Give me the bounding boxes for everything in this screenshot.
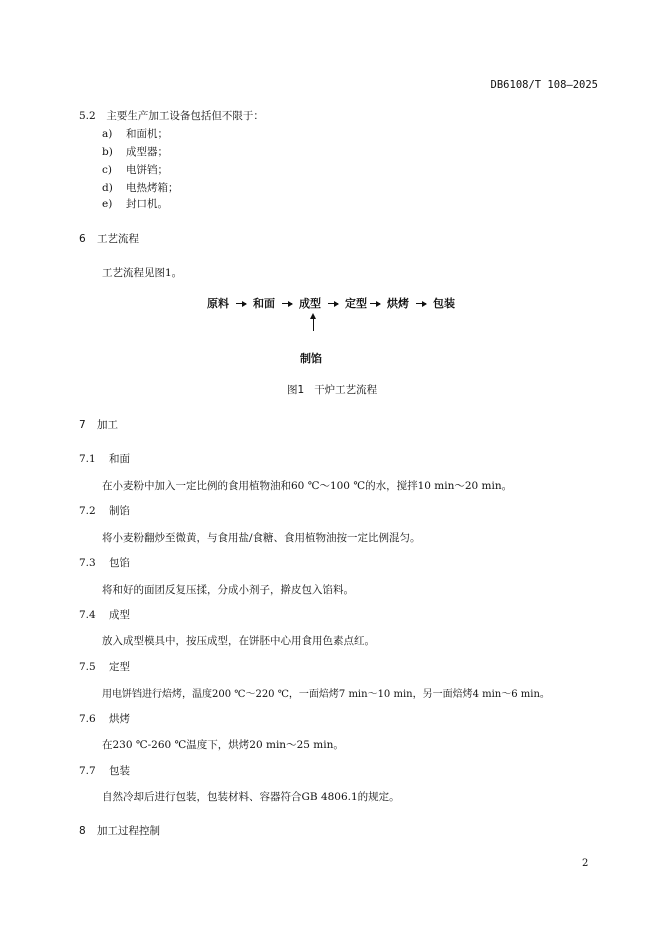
section-number: 7.5 [79,661,96,673]
subsection-heading [79,451,130,466]
subsection-heading [79,711,130,726]
section-number: 5.2 [79,110,96,122]
section-title: 包馅 [109,557,130,569]
figure-title: 干炉工艺流程 [314,384,378,396]
arrow-right-icon [282,303,292,304]
subsection-heading [79,659,130,674]
list-item [102,162,168,177]
flow-step: 烘烤 [387,297,409,310]
flow-step: 成型 [299,297,321,310]
document-code: DB6108/T 108—2025 [490,79,598,91]
list-label: d) [102,182,113,194]
section-6-heading [79,231,139,246]
section-number: 7.6 [79,713,96,725]
list-item [102,126,168,141]
list-text: 和面机； [126,128,168,140]
section-title: 定型 [109,661,130,673]
list-text: 电饼铛； [126,164,168,176]
section-number: 7.7 [79,765,96,777]
list-text: 成型器； [126,146,168,158]
section-title: 成型 [109,609,130,621]
flow-step: 和面 [253,297,275,310]
section-text: 主要生产加工设备包括但不限于： [106,110,264,122]
section-title: 加工过程控制 [97,825,160,837]
section-number: 7.4 [79,609,96,621]
section-title: 制馅 [109,505,130,517]
paragraph: 放入成型模具中，按压成型，在饼胚中心用食用色素点红。 [102,635,375,647]
paragraph: 将和好的面团反复压揉，分成小剂子，擀皮包入馅料。 [102,584,354,596]
subsection-heading [79,763,130,778]
list-label: b) [102,146,113,158]
flow-side-input: 制馅 [300,352,322,365]
list-label: a) [102,128,113,140]
arrow-up-stem [313,318,314,331]
section-number: 6 [79,233,86,245]
section-title: 烘烤 [109,713,130,725]
subsection-heading [79,607,130,622]
list-text: 电热烤箱； [126,182,179,194]
paragraph: 将小麦粉翻炒至微黄，与食用盐/食糖、食用植物油按一定比例混匀。 [102,532,421,544]
arrow-right-icon [416,303,426,304]
flow-step: 原料 [207,297,229,310]
subsection-heading [79,555,130,570]
section-number: 7.2 [79,505,96,517]
section-number: 8 [79,825,86,837]
arrow-right-icon [236,303,246,304]
page-number: 2 [582,858,589,869]
arrow-right-icon [370,303,380,304]
list-label: c) [102,164,112,176]
section-title: 包装 [109,765,130,777]
list-label: e) [102,198,113,210]
list-item [102,180,179,195]
paragraph: 自然冷却后进行包装，包装材料、容器符合GB 4806.1的规定。 [102,791,400,803]
list-item [102,196,168,211]
paragraph: 在小麦粉中加入一定比例的食用植物油和60 ℃～100 ℃的水，搅拌10 min～20 min。 [102,480,513,492]
process-flow [207,295,455,311]
paragraph: 在230 ℃-260 ℃温度下，烘烤20 min～25 min。 [102,739,344,751]
paragraph: 工艺流程见图1。 [102,267,183,279]
section-title: 加工 [97,419,118,431]
paragraph: 用电饼铛进行焙烤，温度200 ℃～220 ℃，一面焙烤7 min～10 min，另一面焙烤4 min～6 min。 [102,689,550,700]
figure-number: 图1 [287,384,305,396]
subsection-heading [79,503,130,518]
section-title: 工艺流程 [97,233,139,245]
section-7-heading [79,417,118,432]
section-number: 7.1 [79,453,96,465]
section-5-2-heading [79,108,264,123]
section-number: 7 [79,419,86,431]
section-number: 7.3 [79,557,96,569]
list-text: 封口机。 [126,198,168,210]
figure-caption [287,382,377,397]
flow-step: 包装 [433,297,455,310]
arrow-right-icon [328,303,338,304]
section-title: 和面 [109,453,130,465]
list-item [102,144,168,159]
section-8-heading [79,823,160,838]
flow-step: 定型 [345,297,367,310]
